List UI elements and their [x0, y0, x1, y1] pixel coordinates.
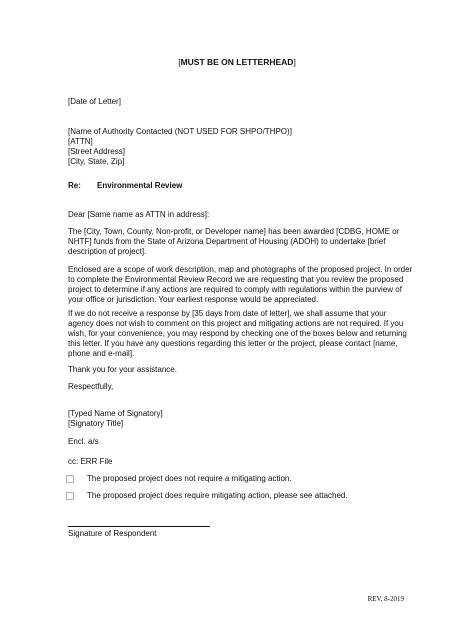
revision-footer: REV. 8-2019 — [367, 595, 404, 603]
paragraph-response — [68, 309, 408, 359]
no-mitigation-checkbox[interactable] — [66, 475, 74, 483]
paragraph-award — [68, 227, 408, 257]
address-line-street: [Street Address] — [68, 147, 125, 156]
signature-label: Signature of Respondent — [68, 529, 157, 538]
paragraph-line: phone and e-mail]. — [68, 349, 135, 358]
paragraph-line: wish, for your convenience, you may respond by checking one of the boxes below and returning — [68, 329, 407, 338]
signature-line[interactable] — [68, 526, 210, 527]
re-label: Re: — [68, 181, 81, 190]
paragraph-line: If we do not receive a response by [35 days from date of letter], we shall assume that your — [68, 309, 387, 318]
signatory-name: [Typed Name of Signatory] — [68, 409, 163, 418]
mitigation-required-label: The proposed project does require mitigating action, please see attached. — [87, 491, 348, 500]
paragraph-line: project to determine if any actions are required to comply with regulations within the purview of — [68, 285, 402, 294]
signatory-block — [68, 409, 163, 429]
paragraph-line: this letter. If you have any questions regarding this letter or the project, please contact [name, — [68, 339, 398, 348]
paragraph-enclosed — [68, 265, 413, 305]
paragraph-line: description of project]. — [68, 247, 147, 256]
mitigation-required-checkbox[interactable] — [66, 492, 74, 500]
letterhead-title: MUST BE ON LETTERHEAD — [180, 57, 294, 67]
paragraph-line: agency does not wish to comment on this project and mitigating actions are not required. If you — [68, 319, 404, 328]
paragraph-line: to complete the Environmental Review Record we are requesting that you review the proposed — [68, 275, 404, 284]
open-bracket: [ — [178, 57, 181, 67]
recipient-address — [68, 127, 292, 167]
date-of-letter: [Date of Letter] — [68, 97, 121, 106]
re-subject: Environmental Review — [97, 181, 183, 190]
paragraph-line: Enclosed are a scope of work description, map and photographs of the proposed project. In order — [68, 265, 413, 274]
close-bracket: ] — [293, 57, 296, 67]
no-mitigation-label: The proposed project does not require a mitigating action. — [87, 474, 292, 483]
salutation: Dear [Same name as ATTN in address]: — [68, 210, 210, 219]
letterhead-note — [0, 57, 474, 67]
address-line-attn: [ATTN] — [68, 137, 93, 146]
enclosure-note: Encl. a/s — [68, 437, 99, 446]
address-line-city: [City, State, Zip] — [68, 157, 125, 166]
closing: Respectfully, — [68, 382, 114, 391]
signatory-title: [Signatory Title] — [68, 419, 124, 428]
paragraph-line: NHTF] funds from the State of Arizona Department of Housing (ADOH) to undertake [brief — [68, 237, 386, 246]
paragraph-line: your office or jurisdiction. Your earliest response would be appreciated. — [68, 295, 319, 304]
paragraph-line: The [City, Town, County, Non-profit, or Developer name] has been awarded [CDBG, HOME or — [68, 227, 400, 236]
paragraph-thanks — [68, 365, 408, 375]
paragraph-line: Thank you for your assistance. — [68, 365, 177, 374]
address-line-authority: [Name of Authority Contacted (NOT USED FOR SHPO/THPO)] — [68, 127, 292, 136]
cc-note: cc: ERR File — [68, 457, 113, 466]
